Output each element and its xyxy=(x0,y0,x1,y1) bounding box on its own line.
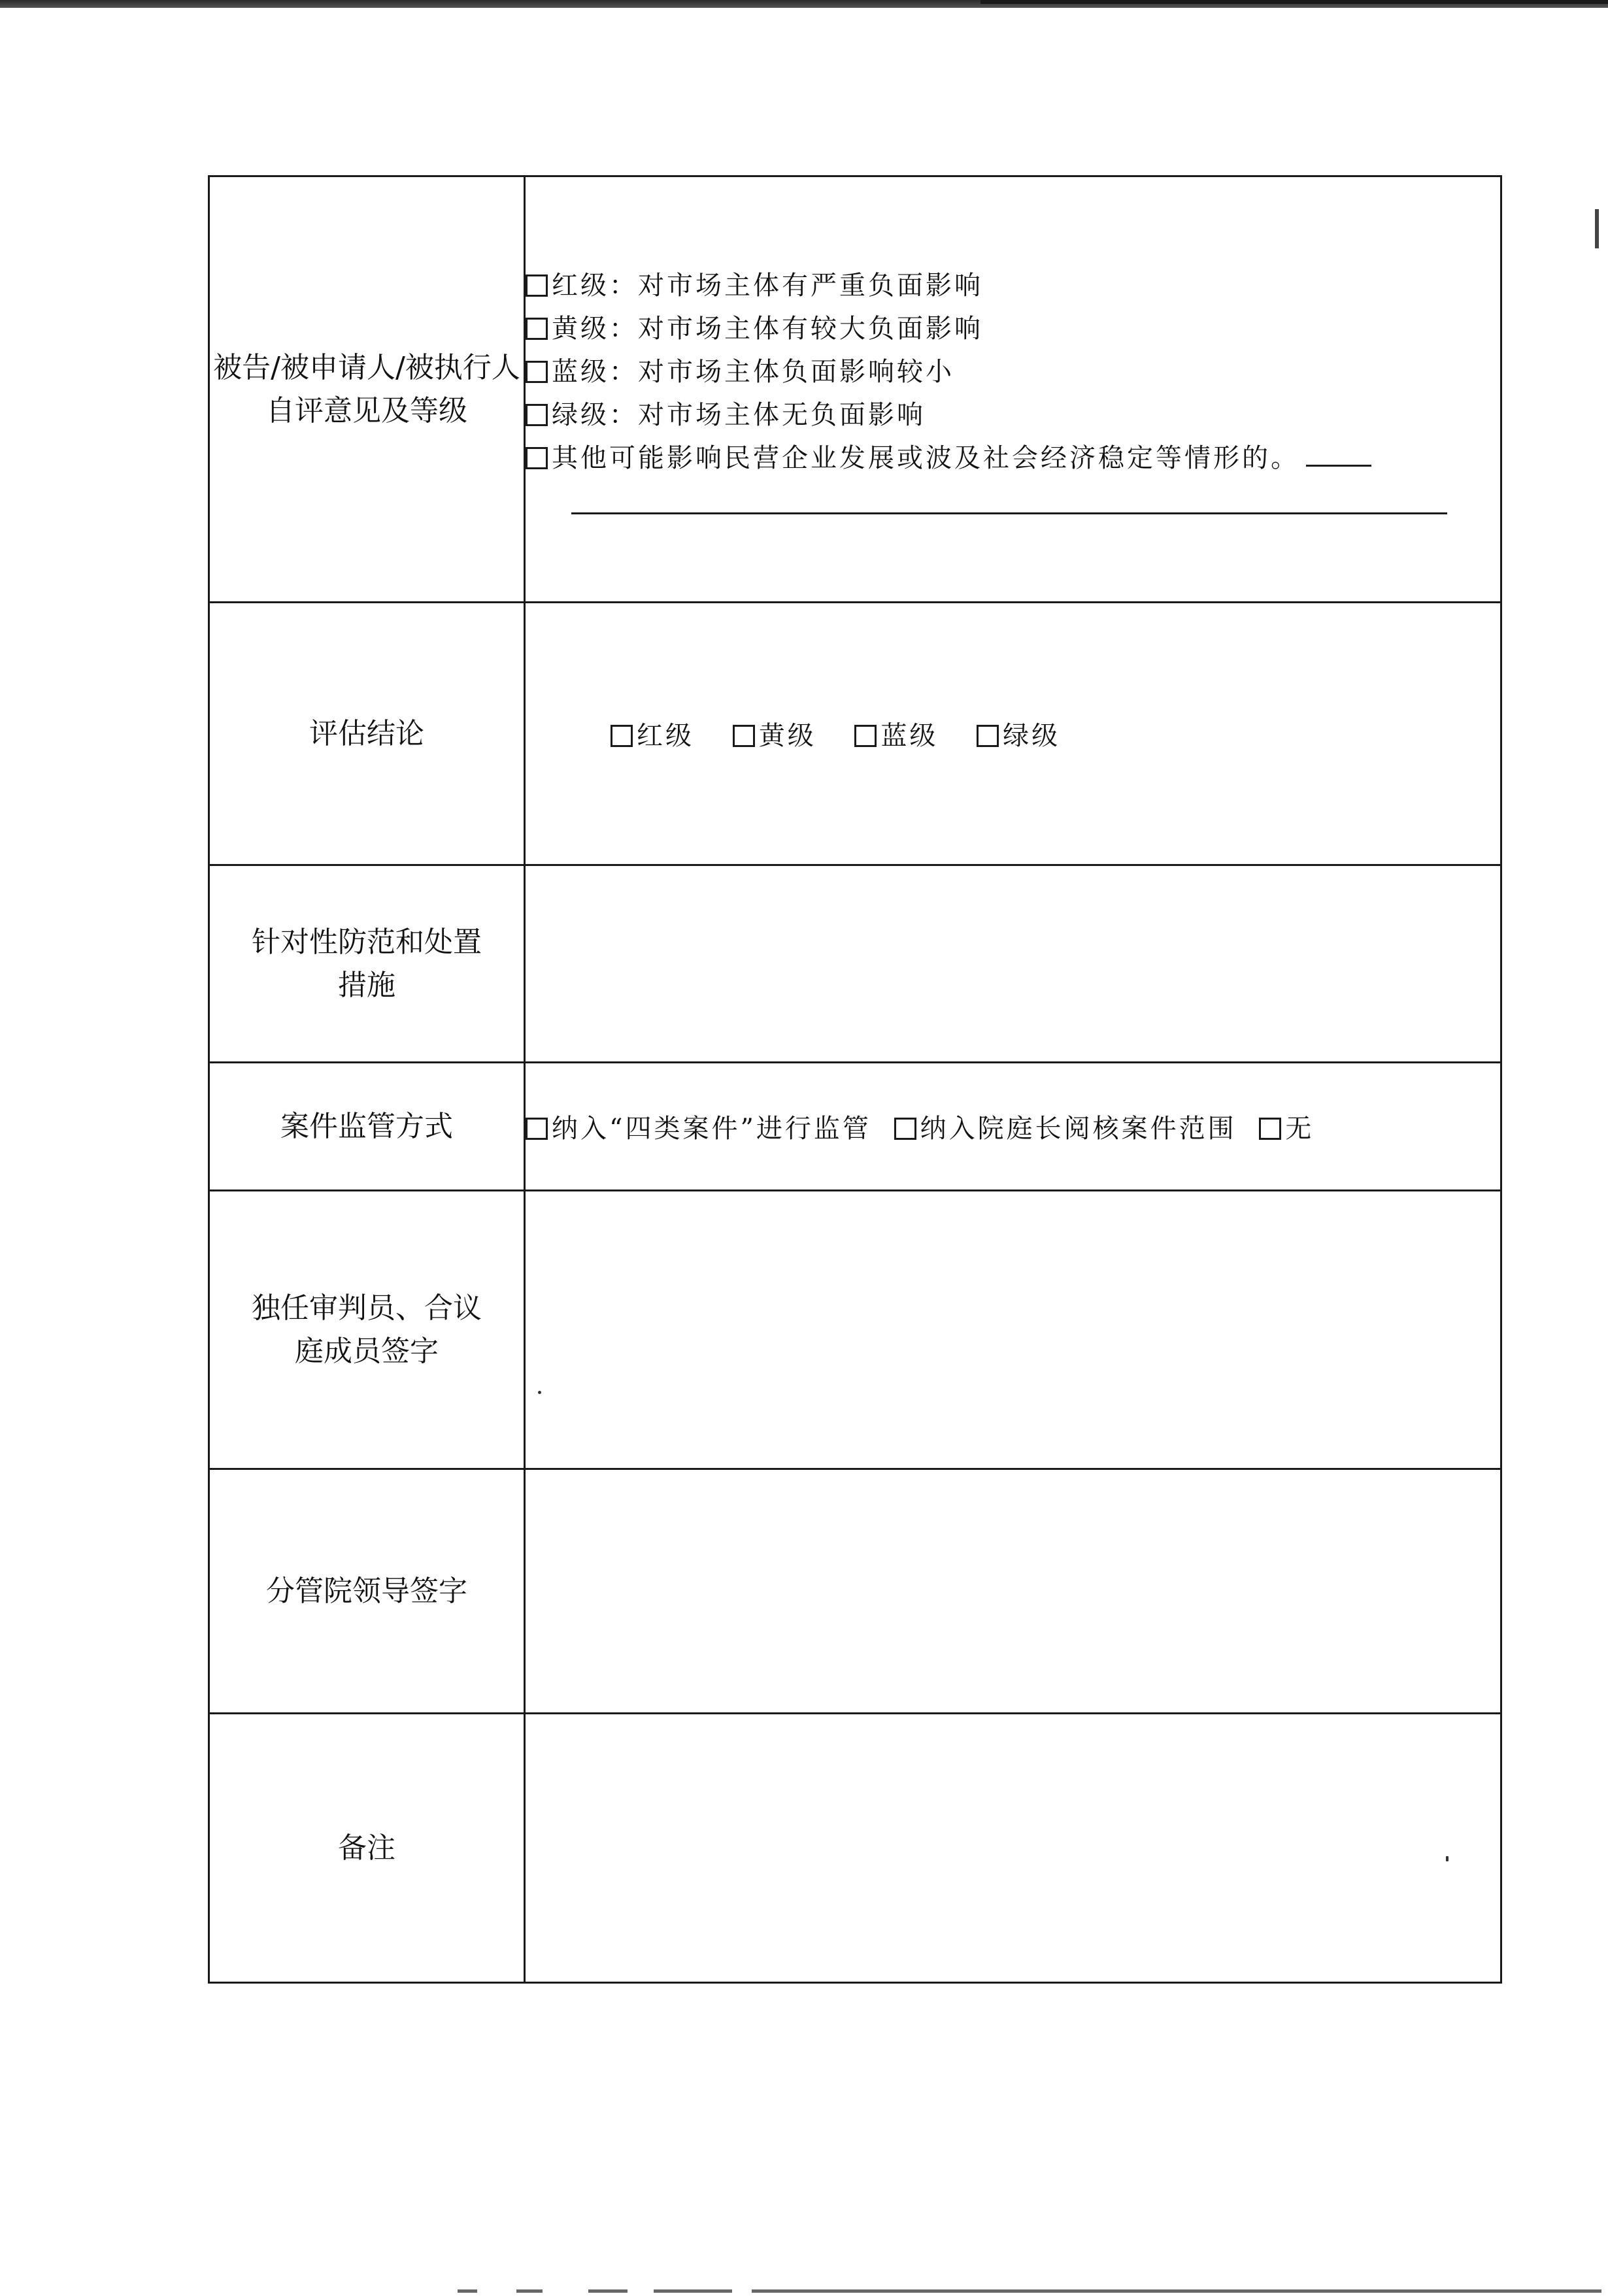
other-blank-line[interactable] xyxy=(571,512,1447,514)
row-judge-signature xyxy=(209,1191,1501,1469)
measures-field[interactable] xyxy=(525,865,1501,1063)
remarks-field[interactable] xyxy=(525,1714,1501,1983)
scan-mark-bottom xyxy=(752,2289,1601,2293)
checkbox-yellow[interactable] xyxy=(526,318,548,340)
row-supervision xyxy=(209,1063,1501,1191)
supervision-review-text: 纳入院庭长阅核案件范围 xyxy=(920,1114,1237,1144)
conclusion-red-text: 红级 xyxy=(637,721,694,751)
other-blank-inline[interactable] xyxy=(1306,445,1371,467)
option-red xyxy=(526,264,1500,307)
row-self-assessment xyxy=(209,176,1501,603)
checkbox-conclusion-yellow[interactable] xyxy=(733,725,755,747)
row-remarks xyxy=(209,1714,1501,1983)
supervision-label: 案件监管方式 xyxy=(209,1063,525,1191)
conclusion-yellow-text: 黄级 xyxy=(758,721,816,751)
checkbox-red[interactable] xyxy=(526,275,548,297)
conclusion-options xyxy=(525,603,1501,865)
assessment-form-table xyxy=(208,175,1502,1984)
row-measures xyxy=(209,865,1501,1063)
scan-edge-top-dark xyxy=(980,0,1608,4)
checkbox-conclusion-red[interactable] xyxy=(611,725,633,747)
scan-mark-bottom xyxy=(516,2289,543,2293)
option-green xyxy=(526,393,1500,437)
row-conclusion xyxy=(209,603,1501,865)
scan-mark-bottom xyxy=(458,2289,477,2293)
conclusion-yellow xyxy=(733,715,816,752)
supervision-options xyxy=(525,1063,1501,1191)
checkbox-conclusion-blue[interactable] xyxy=(854,725,877,747)
scan-speck xyxy=(538,1391,541,1394)
conclusion-label: 评估结论 xyxy=(209,603,525,865)
supervision-none xyxy=(1259,1108,1314,1145)
checkbox-conclusion-green[interactable] xyxy=(977,725,999,747)
conclusion-red xyxy=(611,715,694,752)
checkbox-review[interactable] xyxy=(894,1118,916,1140)
leader-signature-label: 分管院领导签字 xyxy=(209,1469,525,1714)
checkbox-blue[interactable] xyxy=(526,361,548,383)
scan-mark-right xyxy=(1595,209,1599,248)
self-assessment-label: 被告/被申请人/被执行人自评意见及等级 xyxy=(209,176,525,603)
option-other xyxy=(526,437,1500,480)
leader-signature-field[interactable] xyxy=(525,1469,1501,1714)
scan-mark-bottom xyxy=(588,2289,628,2293)
measures-label: 针对性防范和处置措施 xyxy=(209,865,525,1063)
option-red-text: 红级：对市场主体有严重负面影响 xyxy=(552,271,983,301)
checkbox-four-types[interactable] xyxy=(526,1118,548,1140)
conclusion-green-text: 绿级 xyxy=(1003,721,1061,751)
checkbox-none[interactable] xyxy=(1259,1118,1281,1140)
supervision-four-types-text: 纳入“四类案件”进行监管 xyxy=(552,1114,871,1144)
judge-signature-label: 独任审判员、合议庭成员签字 xyxy=(209,1191,525,1469)
conclusion-green xyxy=(977,715,1060,752)
checkbox-green[interactable] xyxy=(526,404,548,426)
option-yellow xyxy=(526,307,1500,350)
scan-mark-bottom xyxy=(654,2289,732,2293)
checkbox-other[interactable] xyxy=(526,447,548,469)
self-assessment-options xyxy=(525,176,1501,603)
supervision-none-text: 无 xyxy=(1285,1114,1315,1144)
judge-signature-field[interactable] xyxy=(525,1191,1501,1469)
supervision-review xyxy=(894,1108,1237,1145)
remarks-label: 备注 xyxy=(209,1714,525,1983)
option-blue-text: 蓝级：对市场主体负面影响较小 xyxy=(552,357,954,387)
row-leader-signature xyxy=(209,1469,1501,1714)
conclusion-blue-text: 蓝级 xyxy=(880,721,939,751)
option-yellow-text: 黄级：对市场主体有较大负面影响 xyxy=(552,314,983,344)
option-other-text: 其他可能影响民营企业发展或波及社会经济稳定等情形的。 xyxy=(552,443,1299,473)
scan-speck xyxy=(1446,1856,1449,1861)
option-green-text: 绿级：对市场主体无负面影响 xyxy=(552,400,926,430)
conclusion-blue xyxy=(854,715,938,752)
supervision-four-types xyxy=(526,1108,871,1145)
option-blue xyxy=(526,350,1500,393)
